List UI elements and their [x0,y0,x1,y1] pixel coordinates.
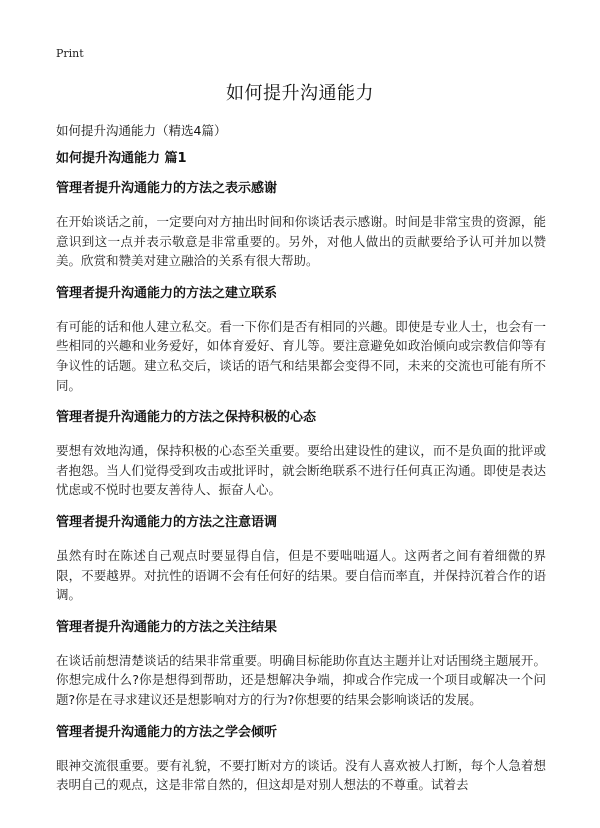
section-express-thanks [56,180,546,271]
section-positive-attitude [56,409,546,500]
section-build-connection [56,285,546,395]
section-paragraph: 要想有效地沟通，保持积极的心态至关重要。要给出建设性的建议，而不是负面的批评或者抱怨。当人们觉得受到攻击或批评时，就会断绝联系不进行任何真正沟通。即使是表达忧虑或不悦时也要友善待人、振奋人心。 [56,443,546,498]
section-heading: 管理者提升沟通能力的方法之表示感谢 [56,181,278,196]
section-focus-results [56,619,546,710]
page-title: 如何提升沟通能力 [226,83,374,104]
document-subtitle: 如何提升沟通能力（精选4篇） [56,123,227,138]
section-paragraph: 眼神交流很重要。要有礼貌，不要打断对方的谈话。没有人喜欢被人打断，每个人急着想表明自己的观点，这是非常自然的，但这却是对别人想法的不尊重。试着去 [56,757,546,793]
article-heading: 如何提升沟通能力 篇1 [56,151,187,166]
article [56,150,546,809]
section-heading: 管理者提升沟通能力的方法之学会倾听 [56,724,278,740]
section-heading: 管理者提升沟通能力的方法之关注结果 [56,619,278,635]
section-tone [56,514,546,605]
section-listening [56,724,546,795]
section-paragraph: 有可能的话和他人建立私交。看一下你们是否有相同的兴趣。即使是专业人士，也会有一些相同的兴趣和业务爱好，如体育爱好、育儿等。要注意避免如政治倾向或宗教信仰等有争议性的话题。建立私交后，谈话的语气和结果都会变得不同，未来的交流也可能有所不同。 [56,318,546,393]
section-heading: 管理者提升沟通能力的方法之保持积极的心态 [56,410,317,426]
print-link[interactable]: Print [56,47,84,60]
section-heading: 管理者提升沟通能力的方法之建立联系 [56,285,278,301]
section-heading: 管理者提升沟通能力的方法之注意语调 [56,514,278,530]
section-paragraph: 在开始谈话之前，一定要向对方抽出时间和你谈话表示感谢。时间是非常宝贵的资源，能意识到这一点并表示敬意是非常重要的。另外，对他人做出的贡献要给予认可并加以赞美。欣赏和赞美对建立融洽的关系有很大帮助。 [56,214,546,269]
section-paragraph: 虽然有时在陈述自己观点时要显得自信，但是不要咄咄逼人。这两者之间有着细微的界限，不要越界。对抗性的语调不会有任何好的结果。要自信而率直，并保持沉着合作的语调。 [56,547,546,603]
section-paragraph: 在谈话前想清楚谈话的结果非常重要。明确目标能助你直达主题并让对话围绕主题展开。你想完成什么?你是想得到帮助，还是想解决争端，抑或合作完成一个项目或解决一个问题?你是在寻求建议还是想影响对方的行为?你想要的结果会影响谈话的发展。 [56,652,546,707]
